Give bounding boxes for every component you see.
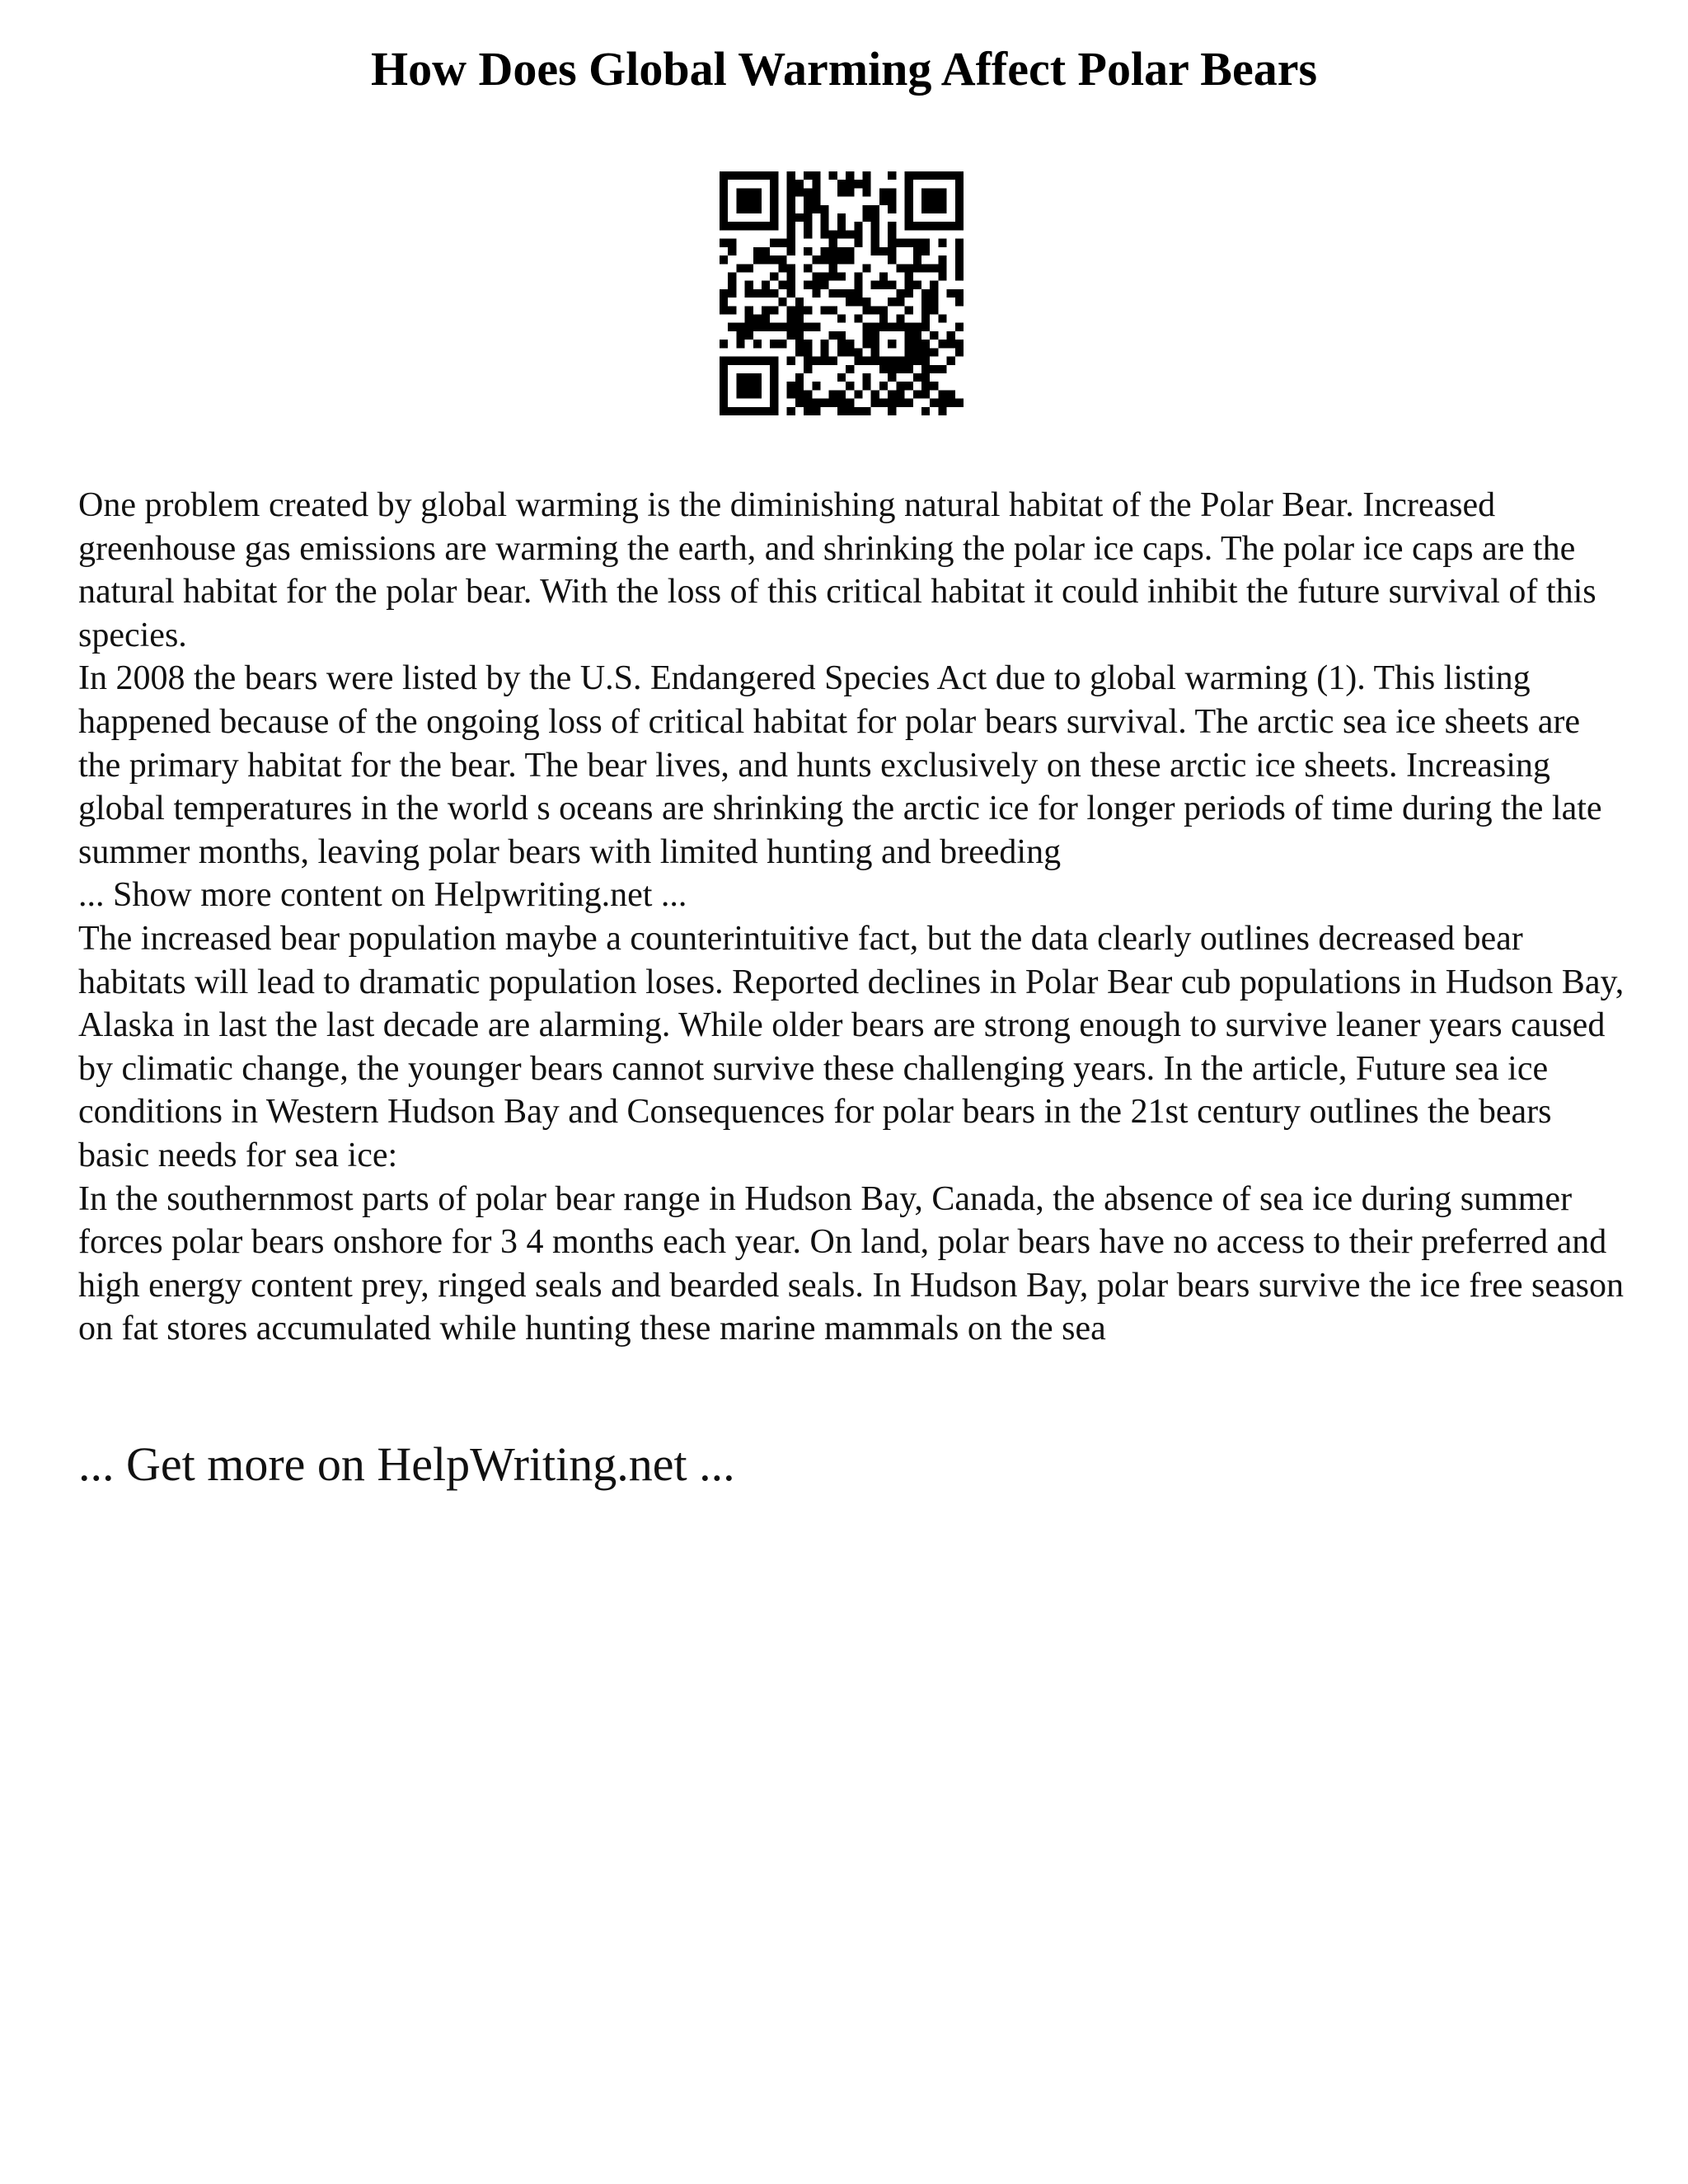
paragraph-hudson-bay-quote: In the southernmost parts of polar bear range in Hudson Bay, Canada, the absence of sea ice during summer forces polar bears onshore for 3 4 months each year. On land, polar bears have no access to their preferred and high energy content prey, ringed seals and bearded seals. In Hudson Bay, polar bears survive the ice free season on fat stores accumulated while hunting these marine mammals on the sea bbox=[78, 1179, 1624, 1348]
article-body bbox=[78, 484, 1628, 1351]
get-more-link[interactable]: ... Get more on HelpWriting.net ... bbox=[78, 1437, 735, 1491]
paragraph-endangered-listing: In 2008 the bears were listed by the U.S. Endangered Species Act due to global warming (1). This listing happened because of the ongoing loss of critical habitat for polar bears survival. The arctic sea ice sheets are the primary habitat for the bear. The bear lives, and hunts exclusively on these arctic ice sheets. Increasing global temperatures in the world s oceans are shrinking the arctic ice for longer periods of time during the late summer months, leaving polar bears with limited hunting and breeding bbox=[78, 659, 1602, 871]
qr-code-icon[interactable] bbox=[720, 171, 964, 415]
qr-code-graphic bbox=[720, 171, 964, 415]
page-title: How Does Global Warming Affect Polar Bears bbox=[370, 42, 1318, 96]
show-more-link[interactable]: ... Show more content on Helpwriting.net ... bbox=[78, 876, 687, 915]
paragraph-population: The increased bear population maybe a counterintuitive fact, but the data clearly outlines decreased bear habitats will lead to dramatic population loses. Reported declines in Polar Bear cub populations in Hudson Bay, Alaska in last the last decade are alarming. While older bears are strong enough to survive leaner years caused by climatic change, the younger bears cannot survive these challenging years. In the article, Future sea ice conditions in Western Hudson Bay and Consequences for polar bears in the 21st century outlines the bears basic needs for sea ice: bbox=[78, 919, 1625, 1174]
paragraph-habitat-intro: One problem created by global warming is the diminishing natural habitat of the Polar Bear. Increased greenhouse gas emissions are warming the earth, and shrinking the polar ice caps. The polar ice caps are the natural habitat for the polar bear. With the loss of this critical habitat it could inhibit the future survival of this species. bbox=[78, 486, 1597, 654]
